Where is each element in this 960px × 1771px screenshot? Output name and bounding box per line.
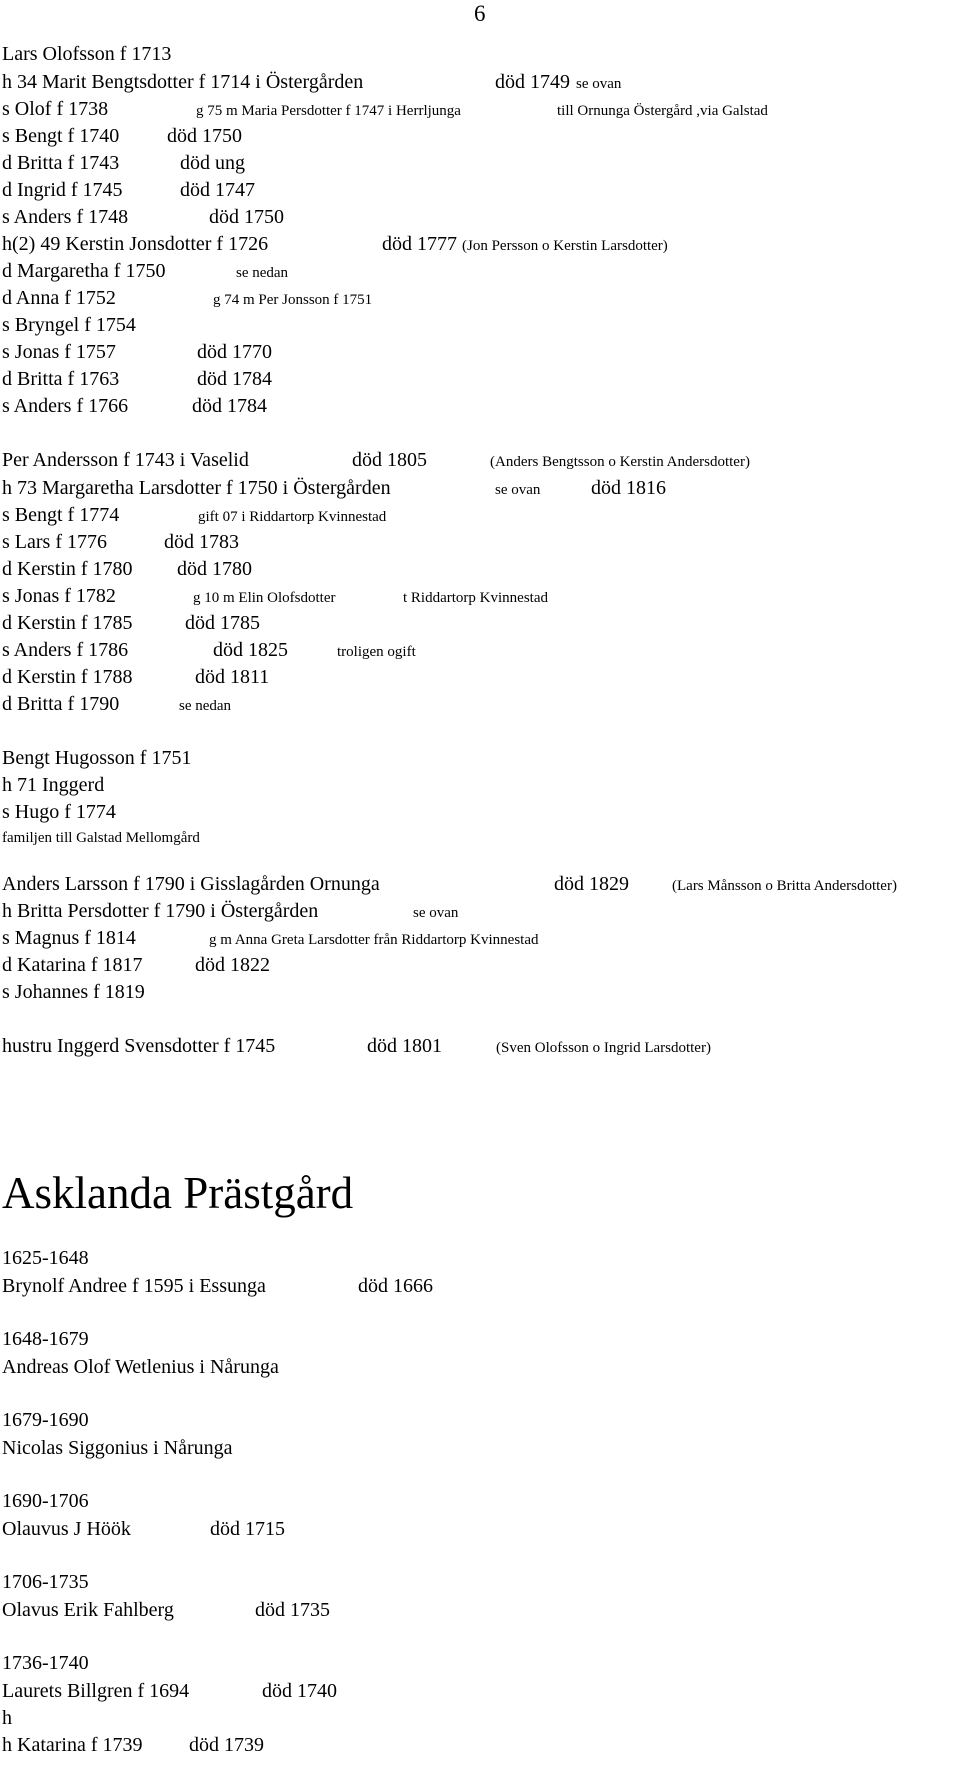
record-text: död 1739 xyxy=(189,1734,264,1756)
record-text: Anders Larsson f 1790 i Gisslagården Ornunga xyxy=(2,873,380,895)
record-text: s Bengt f 1774 xyxy=(2,504,120,526)
record-text: s Jonas f 1757 xyxy=(2,341,116,363)
record-text: s Jonas f 1782 xyxy=(2,585,116,607)
record-text: d Margaretha f 1750 xyxy=(2,260,166,282)
record-text: 1736-1740 xyxy=(2,1652,89,1674)
record-text: d Anna f 1752 xyxy=(2,287,116,309)
record-note: gift 07 i Riddartorp Kvinnestad xyxy=(198,509,387,525)
record-text: d Katarina f 1817 xyxy=(2,954,143,976)
record-text: Nicolas Siggonius i Nårunga xyxy=(2,1437,233,1459)
record-note: g m Anna Greta Larsdotter från Riddartorp Kvinnestad xyxy=(209,932,539,948)
record-text: s Hugo f 1774 xyxy=(2,801,116,823)
record-text: död 1777 xyxy=(382,233,457,255)
record-text: död 1816 xyxy=(591,477,666,499)
record-note: t Riddartorp Kvinnestad xyxy=(403,590,548,606)
record-text: d Britta f 1763 xyxy=(2,368,120,390)
record-text: Laurets Billgren f 1694 xyxy=(2,1680,190,1702)
record-text: död 1666 xyxy=(358,1275,433,1297)
record-text: Bengt Hugosson f 1751 xyxy=(2,747,192,769)
record-note: se ovan xyxy=(576,76,622,92)
record-text: Olavus Erik Fahlberg xyxy=(2,1599,174,1621)
record-text: d Kerstin f 1780 xyxy=(2,558,133,580)
record-text: död 1822 xyxy=(195,954,270,976)
record-note: (Anders Bengtsson o Kerstin Andersdotter) xyxy=(490,454,750,470)
record-note: se nedan xyxy=(236,265,289,281)
record-note: till Ornunga Östergård ,via Galstad xyxy=(557,103,768,119)
record-text: h(2) 49 Kerstin Jonsdotter f 1726 xyxy=(2,233,269,255)
record-text: h Katarina f 1739 xyxy=(2,1734,143,1756)
record-text: s Olof f 1738 xyxy=(2,98,109,120)
record-text: död 1735 xyxy=(255,1599,330,1621)
record-note: se nedan xyxy=(179,698,232,714)
record-text: 1625-1648 xyxy=(2,1247,89,1269)
record-text: h 34 Marit Bengtsdotter f 1714 i Östergården xyxy=(2,71,364,93)
record-text: d Britta f 1743 xyxy=(2,152,120,174)
record-text: död 1783 xyxy=(164,531,239,553)
record-text: d Kerstin f 1788 xyxy=(2,666,133,688)
record-text: s Anders f 1766 xyxy=(2,395,129,417)
record-text: Olauvus J Höök xyxy=(2,1518,131,1540)
record-note: g 10 m Elin Olofsdotter xyxy=(193,590,336,606)
record-note: se ovan xyxy=(413,905,459,921)
record-text: s Magnus f 1814 xyxy=(2,927,136,949)
record-text: s Lars f 1776 xyxy=(2,531,107,553)
record-text: död 1784 xyxy=(197,368,272,390)
record-note: (Lars Månsson o Britta Andersdotter) xyxy=(672,878,897,894)
record-text: 1706-1735 xyxy=(2,1571,89,1593)
record-text: d Kerstin f 1785 xyxy=(2,612,133,634)
record-text: 1648-1679 xyxy=(2,1328,89,1350)
section-heading: Asklanda Prästgård xyxy=(2,1168,354,1218)
record-text: h 71 Inggerd xyxy=(2,774,105,796)
record-note: g 75 m Maria Persdotter f 1747 i Herrljunga xyxy=(196,103,461,119)
record-text: död 1811 xyxy=(195,666,270,688)
record-text: död 1715 xyxy=(210,1518,285,1540)
record-text: 1679-1690 xyxy=(2,1409,89,1431)
record-text: död 1740 xyxy=(262,1680,337,1702)
record-text: död 1801 xyxy=(367,1035,442,1057)
record-text: s Johannes f 1819 xyxy=(2,981,145,1003)
page-number: 6 xyxy=(474,1,486,26)
record-text: s Bengt f 1740 xyxy=(2,125,120,147)
record-text: Andreas Olof Wetlenius i Nårunga xyxy=(2,1356,279,1378)
record-text: d Ingrid f 1745 xyxy=(2,179,123,201)
record-note: se ovan xyxy=(495,482,541,498)
record-text: Per Andersson f 1743 i Vaselid xyxy=(2,449,249,471)
record-text: hustru Inggerd Svensdotter f 1745 xyxy=(2,1035,276,1057)
record-text: död 1749 xyxy=(495,71,570,93)
record-text: h Britta Persdotter f 1790 i Östergården xyxy=(2,900,319,922)
record-text: 1690-1706 xyxy=(2,1490,89,1512)
record-note: g 74 m Per Jonsson f 1751 xyxy=(213,292,373,308)
record-text: Brynolf Andree f 1595 i Essunga xyxy=(2,1275,266,1297)
record-text: s Anders f 1748 xyxy=(2,206,129,228)
record-text: s Anders f 1786 xyxy=(2,639,129,661)
record-note: (Jon Persson o Kerstin Larsdotter) xyxy=(462,238,668,254)
record-text: Lars Olofsson f 1713 xyxy=(2,43,172,65)
record-text: död 1750 xyxy=(209,206,284,228)
record-text: död 1780 xyxy=(177,558,252,580)
record-text: s Bryngel f 1754 xyxy=(2,314,136,336)
record-text: död ung xyxy=(180,152,245,174)
record-text: död 1805 xyxy=(352,449,427,471)
record-text: död 1747 xyxy=(180,179,255,201)
record-note: troligen ogift xyxy=(337,644,416,660)
record-text: död 1770 xyxy=(197,341,272,363)
record-note: familjen till Galstad Mellomgård xyxy=(2,830,200,846)
record-text: död 1785 xyxy=(185,612,260,634)
record-text: död 1750 xyxy=(167,125,242,147)
record-note: (Sven Olofsson o Ingrid Larsdotter) xyxy=(496,1040,711,1056)
record-text: h 73 Margaretha Larsdotter f 1750 i Östergården xyxy=(2,477,391,499)
record-text: d Britta f 1790 xyxy=(2,693,120,715)
record-text: h xyxy=(2,1707,12,1729)
record-text: död 1829 xyxy=(554,873,629,895)
record-text: död 1825 xyxy=(213,639,288,661)
record-text: död 1784 xyxy=(192,395,267,417)
